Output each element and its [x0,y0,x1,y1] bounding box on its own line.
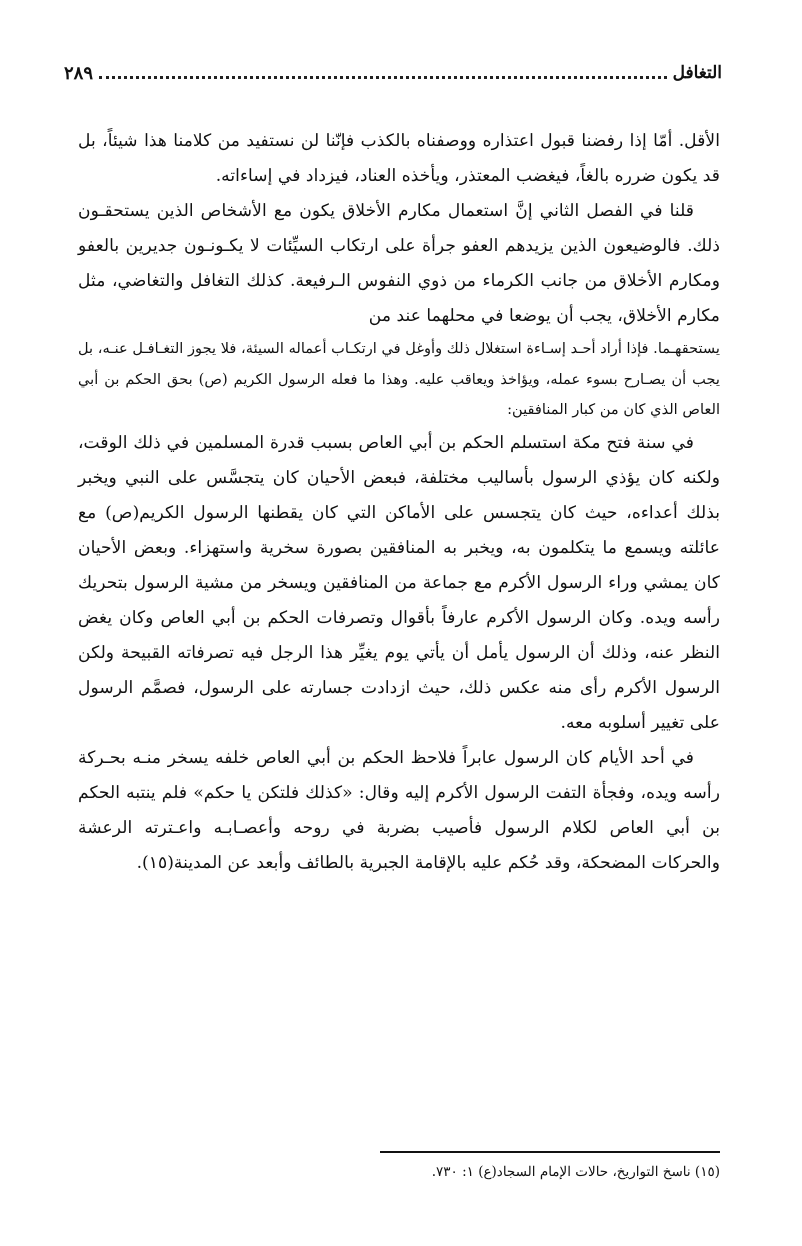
paragraph-1: الأقل. أمّا إذا رفضنا قبول اعتذاره ووصفناه بالكذب فإنّنا لن نستفيد من كلامنا هذا شيئاً، بل قد يكون ضرره بالغاً، فيغضب المعتذر، ويأخذه العناد، فيزداد في إساءاته. [78,131,720,186]
footnote: (١٥) ناسخ التواريخ، حالات الإمام السجاد(ع) ١: ٧٣٠. [431,1164,720,1180]
running-title: التغافل [672,63,722,83]
paragraph-2: قلنا في الفصل الثاني إنَّ استعمال مكارم الأخلاق يكون مع الأشخاص الذين يستحقـون ذلك. فالوضيعون الذين يزيدهم العفو جرأة على ارتكاب السيِّئات لا يكـونـون جديرين بالعفو ومكارم الأخلاق من جانب الكرماء من ذوي النفوس الـرفيعة. كذلك التغافل والتغاضي، مثل مكارم الأخلاق، يجب أن يوضعا في محلهما عند من [78,201,720,326]
paragraph-4: في أحد الأيام كان الرسول عابراً فلاحظ الحكم بن أبي العاص خلفه يسخر منـه بحـركة رأسه ويده، وفجأة التفت الرسول الأكرم إليه وقال: «كذلك فلتكن يا حكم» فلم ينتبه الحكم بن أبي العاص لكلام الرسول فأصيب بضربة في روحه وأعصـابـه واعـترته الرعشة والحركات المضحكة، وقد حُكم عليه بالإقامة الجبرية بالطائف وأبعد عن المدينة(١٥). [78,747,720,873]
header-leader-dots [99,76,667,79]
page-header [64,56,722,90]
paragraph-2-continuation: يستحقهـما. فإذا أراد أحـد إسـاءة استغلال ذلك وأوغل في ارتكـاب أعماله السيئة، فلا يجوز التغـافـل عنـه، بل يجب أن يصـارح بسوء عمله، ويؤاخذ ويعاقب عليه. وهذا ما فعله الرسول الكريم (ص) بحق الحكم بن أبي العاص الذي كان من كبار المنافقين: [78,340,720,418]
footnote-divider [380,1151,720,1153]
page-number: ٢٨٩ [64,62,94,84]
body-text [78,124,720,881]
paragraph-3: في سنة فتح مكة استسلم الحكم بن أبي العاص بسبب قدرة المسلمين في ذلك الوقت، ولكنه كان يؤذي الرسول بأساليب مختلفة، فبعض الأحيان كان يتجسَّس على النبي ويخبر بذلك أعداءه، حيث كان يتجسس على الأماكن التي كان يقطنها الرسول الكريم(ص) مع عائلته ويسمع ما يتكلمون به، ويخبر به المنافقين بصورة سخرية واستهزاء. وبعض الأحيان كان يمشي وراء الرسول الأكرم مع جماعة من المنافقين ويسخر من مشية الرسول بتحريك رأسه ويده. وكان الرسول الأكرم عارفاً بأقوال وتصرفات الحكم بن أبي العاص وكان يغض النظر عنه، وذلك أن الرسول يأمل أن يأتي يوم يغيِّر هذا الرجل فيه تصرفاته القبيحة ولكن الرسول الأكرم رأى منه عكس ذلك، حيث ازدادت جسارته على الرسول، فصمَّم الرسول على تغيير أسلوبه معه. [78,432,720,733]
